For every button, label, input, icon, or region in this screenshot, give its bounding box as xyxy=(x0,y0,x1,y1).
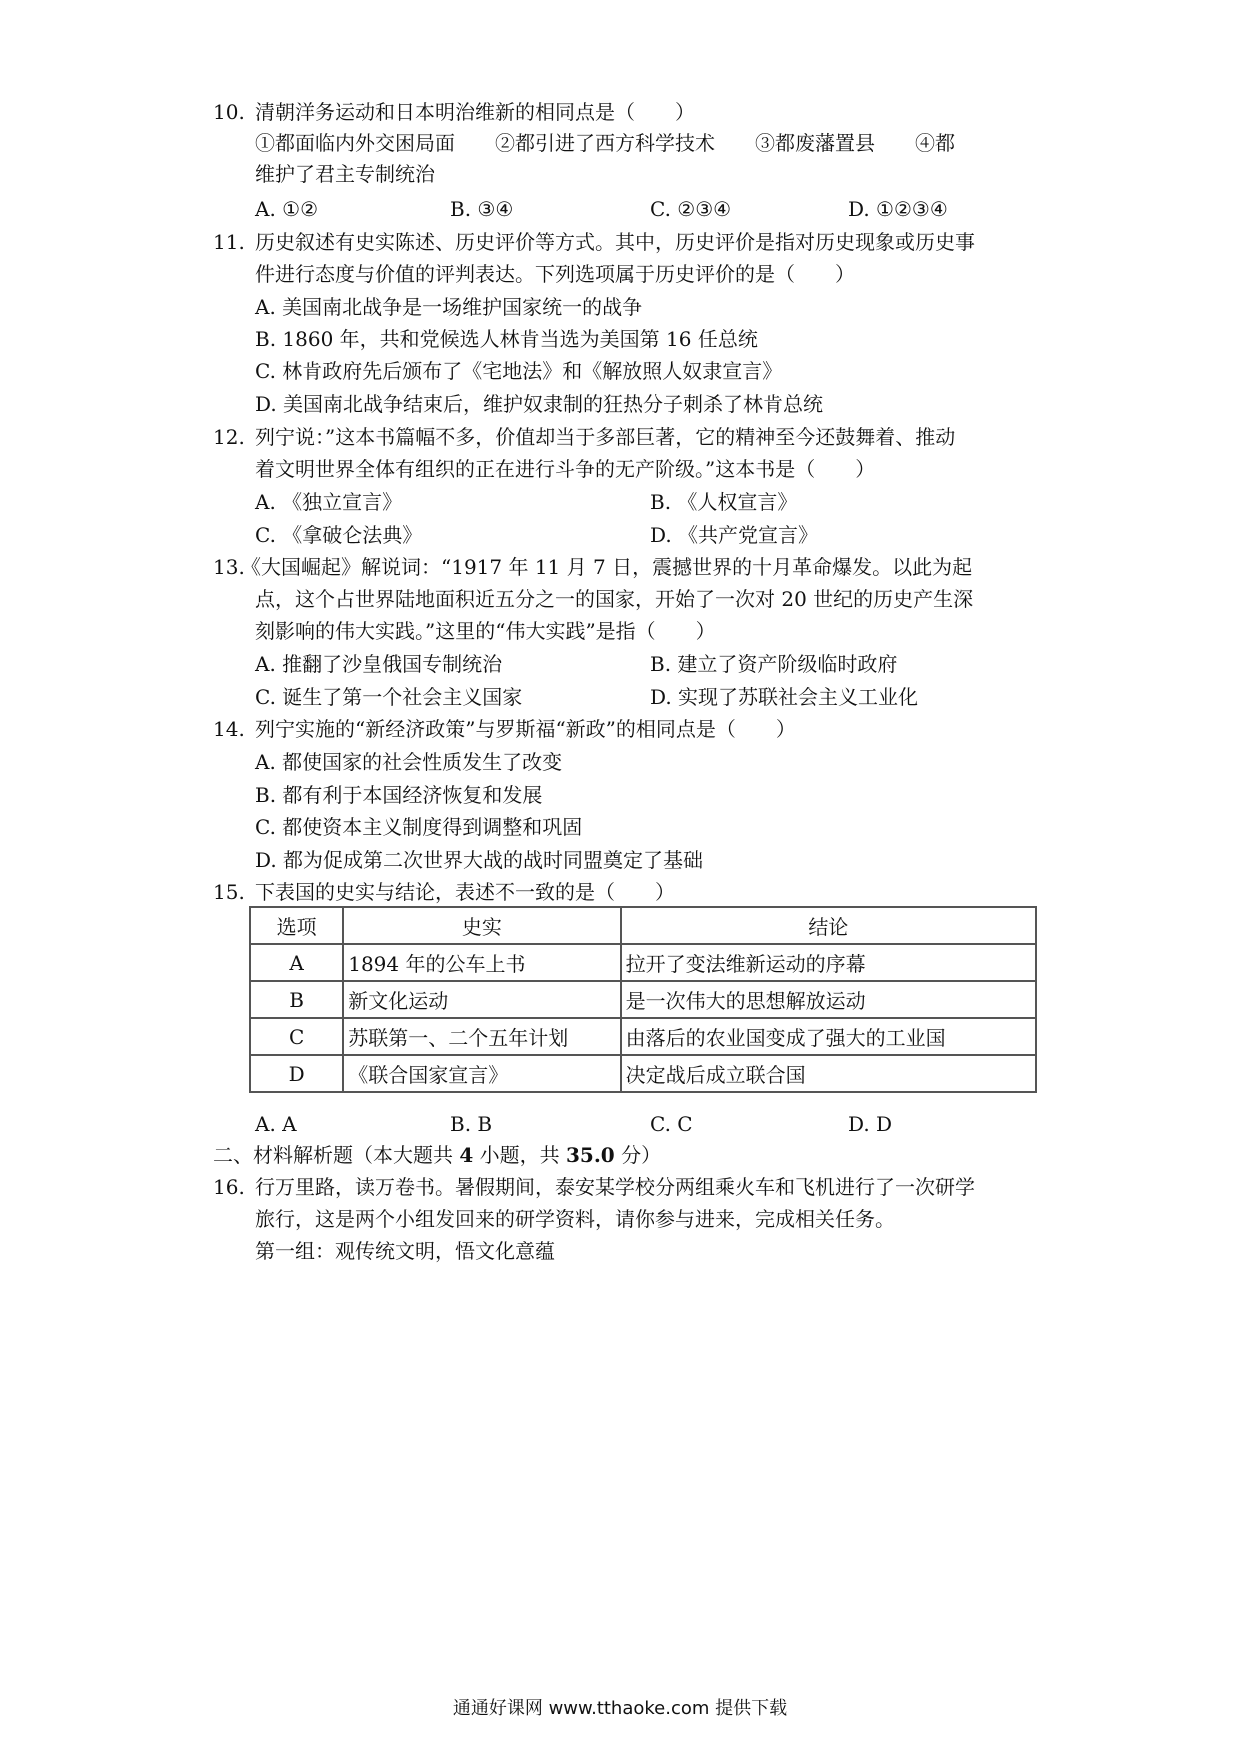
q11-option-c: C. 林肯政府先后颁布了《宅地法》和《解放照人奴隶宣言》 xyxy=(255,359,783,383)
table-header-option: 选项 xyxy=(250,907,343,944)
q12-option-a: A. 《独立宣言》 xyxy=(255,490,403,514)
section2-title-pre: 二、材料解析题（本大题共 xyxy=(213,1143,453,1167)
q14-option-a: A. 都使国家的社会性质发生了改变 xyxy=(255,750,563,774)
q10-option-a: A. ①② xyxy=(255,197,319,221)
table-cell: 拉开了变法维新运动的序幕 xyxy=(621,944,1036,981)
q16-stem-line2: 旅行，这是两个小组发回来的研学资料，请你参与进来，完成相关任务。 xyxy=(255,1207,895,1231)
q15-option-d: D. D xyxy=(848,1112,893,1136)
q11-option-b: B. 1860 年，共和党候选人林肯当选为美国第 16 任总统 xyxy=(255,327,758,351)
q13-stem-line3: 刻影响的伟大实践。”这里的“伟大实践”是指（ ） xyxy=(255,619,716,643)
history-table xyxy=(249,906,1037,1093)
q10-option-d: D. ①②③④ xyxy=(848,197,948,221)
q11-option-a: A. 美国南北战争是一场维护国家统一的战争 xyxy=(255,295,643,319)
table-cell: 决定战后成立联合国 xyxy=(621,1055,1036,1092)
table-cell: B xyxy=(250,981,343,1018)
q14-number: 14. xyxy=(213,717,245,741)
table-cell: 《联合国家宣言》 xyxy=(343,1055,620,1092)
q15-option-a: A. A xyxy=(255,1112,297,1136)
q13-option-a: A. 推翻了沙皇俄国专制统治 xyxy=(255,652,503,676)
q16-stem-line1: 行万里路，读万卷书。暑假期间，泰安某学校分两组乘火车和飞机进行了一次研学 xyxy=(255,1175,975,1199)
table-header-row xyxy=(250,907,1036,944)
q13-stem-line1: 《大国崛起》解说词：“1917 年 11 月 7 日，震撼世界的十月革命爆发。以此为起 xyxy=(241,555,973,579)
table-cell: C xyxy=(250,1018,343,1055)
section2-title-post: 分） xyxy=(621,1143,662,1167)
q12-stem-line1: 列宁说：”这本书篇幅不多，价值却当于多部巨著，它的精神至今还鼓舞着、推动 xyxy=(255,425,956,449)
table-cell: D xyxy=(250,1055,343,1092)
table-row xyxy=(250,944,1036,981)
q14-option-d: D. 都为促成第二次世界大战的战时同盟奠定了基础 xyxy=(255,848,704,872)
table-row xyxy=(250,1018,1036,1055)
q10-option-b: B. ③④ xyxy=(450,197,514,221)
q13-number: 13. xyxy=(213,555,245,579)
table-cell: 新文化运动 xyxy=(343,981,620,1018)
q11-number: 11. xyxy=(213,230,245,254)
table-row xyxy=(250,1055,1036,1092)
q15-number: 15. xyxy=(213,880,245,904)
q10-option-c: C. ②③④ xyxy=(650,197,732,221)
q11-option-d: D. 美国南北战争结束后，维护奴隶制的狂热分子刺杀了林肯总统 xyxy=(255,392,824,416)
q12-option-b: B. 《人权宣言》 xyxy=(650,490,798,514)
q13-option-b: B. 建立了资产阶级临时政府 xyxy=(650,652,898,676)
table-header-fact: 史实 xyxy=(343,907,620,944)
q12-stem-line2: 着文明世界全体有组织的正在进行斗争的无产阶级。”这本书是（ ） xyxy=(255,457,876,481)
section2-score: 35.0 xyxy=(566,1143,615,1167)
q14-option-c: C. 都使资本主义制度得到调整和巩固 xyxy=(255,815,583,839)
q13-stem-line2: 点，这个占世界陆地面积近五分之一的国家，开始了一次对 20 世纪的历史产生深 xyxy=(255,587,974,611)
section2-count: 4 xyxy=(459,1143,474,1167)
q11-stem-line2: 件进行态度与价值的评判表达。下列选项属于历史评价的是（ ） xyxy=(255,262,855,286)
q11-stem-line1: 历史叙述有史实陈述、历史评价等方式。其中，历史评价是指对历史现象或历史事 xyxy=(255,230,975,254)
q10-statements-line1: ①都面临内外交困局面 ②都引进了西方科学技术 ③都废藩置县 ④都 xyxy=(255,131,955,155)
q15-option-c: C. C xyxy=(650,1112,693,1136)
q15-stem: 下表国的史实与结论，表述不一致的是（ ） xyxy=(255,880,675,904)
table-row xyxy=(250,981,1036,1018)
q10-number: 10. xyxy=(213,100,245,124)
q14-option-b: B. 都有利于本国经济恢复和发展 xyxy=(255,783,543,807)
q10-statements-line2: 维护了君主专制统治 xyxy=(255,162,435,186)
q12-option-c: C. 《拿破仑法典》 xyxy=(255,523,423,547)
table-cell: 由落后的农业国变成了强大的工业国 xyxy=(621,1018,1036,1055)
q13-option-c: C. 诞生了第一个社会主义国家 xyxy=(255,685,523,709)
table-cell: 1894 年的公车上书 xyxy=(343,944,620,981)
q10-stem: 清朝洋务运动和日本明治维新的相同点是（ ） xyxy=(255,100,695,124)
q12-number: 12. xyxy=(213,425,245,449)
section2-title-mid: 小题，共 xyxy=(479,1143,560,1167)
page-footer: 通通好课网 www.tthaoke.com 提供下载 xyxy=(452,1698,788,1719)
table-header-conclusion: 结论 xyxy=(621,907,1036,944)
section2-title xyxy=(213,1141,661,1169)
table-cell: 是一次伟大的思想解放运动 xyxy=(621,981,1036,1018)
q13-option-d: D. 实现了苏联社会主义工业化 xyxy=(650,685,919,709)
q16-number: 16. xyxy=(213,1175,245,1199)
table-cell: A xyxy=(250,944,343,981)
q16-group1-title: 第一组：观传统文明，悟文化意蕴 xyxy=(255,1239,555,1263)
q12-option-d: D. 《共产党宣言》 xyxy=(650,523,819,547)
q14-stem: 列宁实施的“新经济政策”与罗斯福“新政”的相同点是（ ） xyxy=(255,717,796,741)
table-cell: 苏联第一、二个五年计划 xyxy=(343,1018,620,1055)
q15-option-b: B. B xyxy=(450,1112,493,1136)
